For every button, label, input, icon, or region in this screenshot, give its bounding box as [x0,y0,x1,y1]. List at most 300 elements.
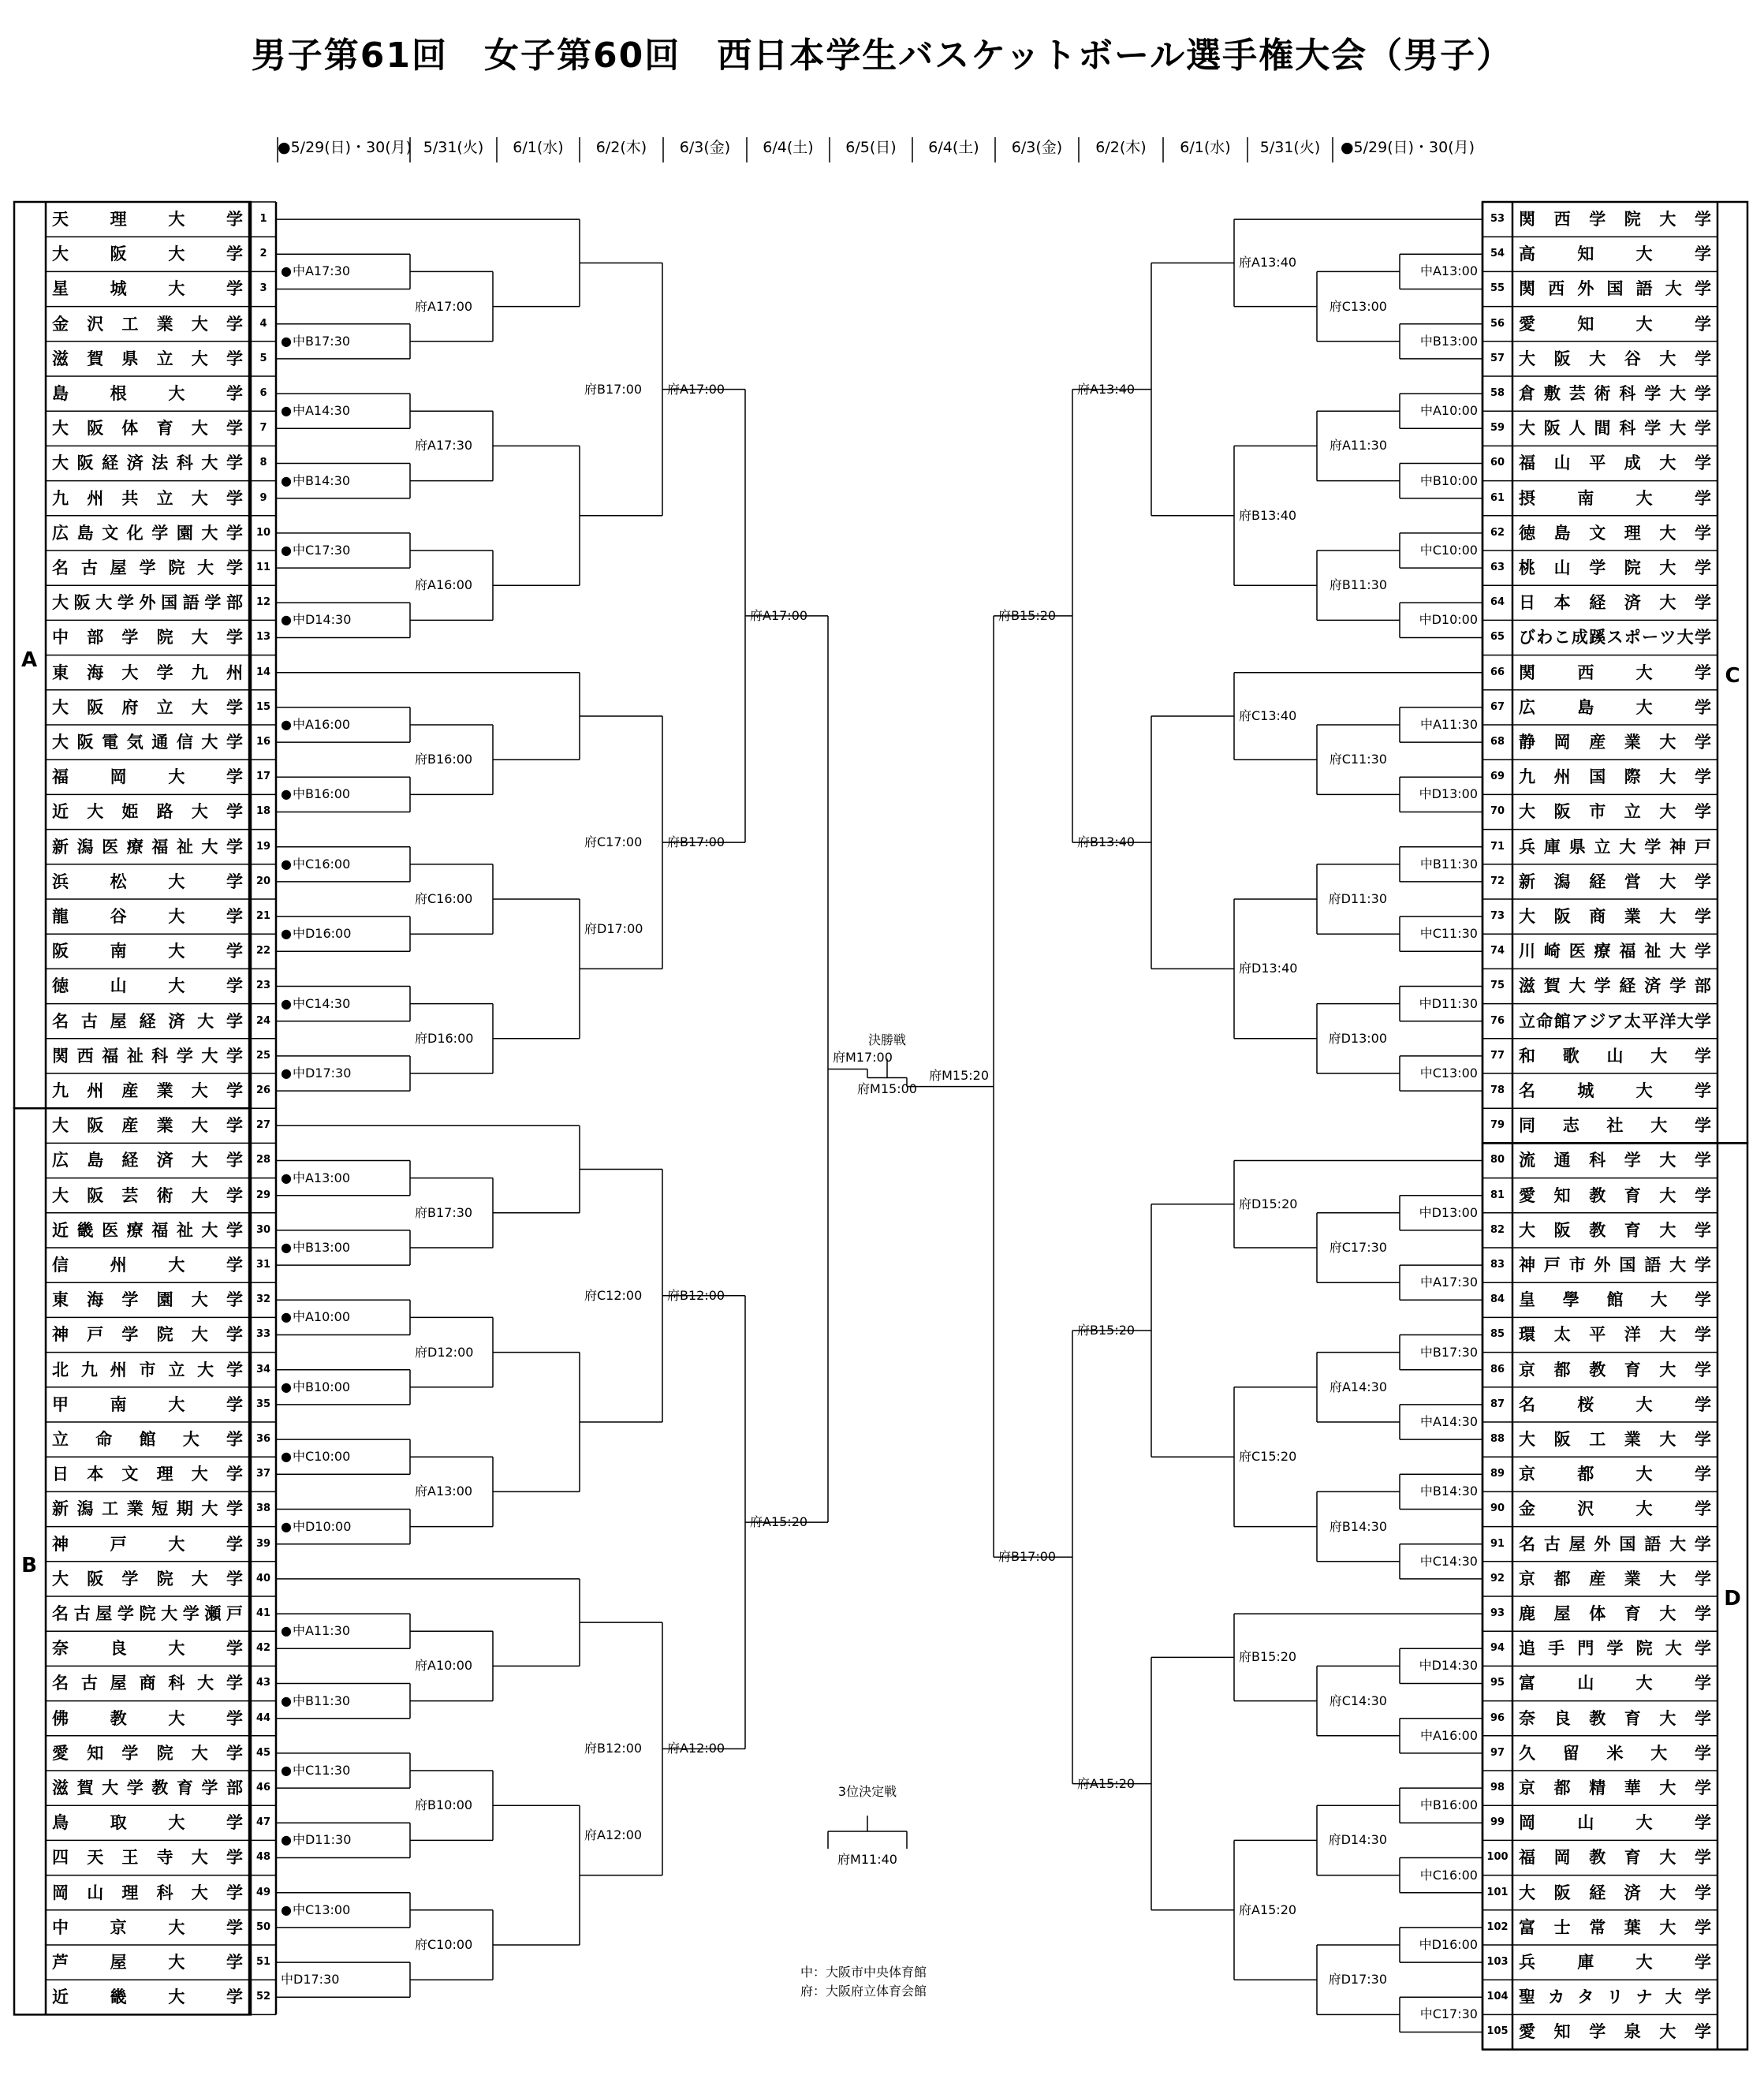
match-label: 府B17:00 [998,1549,1057,1565]
team-name: 大 阪 芸 術 大 学 [52,1185,243,1205]
match-label: 府A16:00 [415,577,473,593]
match-label: 府A14:30 [1329,1379,1387,1394]
team-name: 関 西 外 国 語 大 学 [1519,279,1711,299]
team-name: 愛 知 学 院 大 学 [52,1743,243,1763]
team-number: 93 [1490,1607,1505,1619]
team-number: 39 [255,1537,271,1550]
team-name: 島 根 大 学 [52,384,243,403]
team-name: 四 天 王 寺 大 学 [52,1848,243,1868]
team-number: 75 [1490,980,1505,992]
team-name: 高 知 大 学 [1519,244,1711,264]
match-label: 府A12:00 [667,1741,725,1756]
match-label: ● 中D17:30 [281,1066,351,1081]
team-name: 大 阪 経 済 法 科 大 学 [52,453,243,473]
match-label: 府A17:00 [667,381,725,397]
match-label: 中C11:30 [1419,926,1478,942]
team-number: 68 [1490,736,1505,748]
team-name: 大 阪 大 学 外 国 語 学 部 [52,593,243,613]
team-number: 89 [1490,1468,1505,1480]
team-number: 41 [255,1607,271,1619]
team-number: 21 [255,910,271,922]
team-number: 34 [255,1363,271,1375]
team-name: 立 命 館 大 学 [52,1430,243,1449]
match-label: 中D11:30 [1419,995,1478,1011]
match-label: 中B14:30 [1419,1484,1478,1499]
page-title: 男子第61回 女子第60回 西日本学生バスケットボール選手権大会（男子） [251,35,1513,76]
block-label: C [1725,664,1740,688]
team-name: 摂 南 大 学 [1519,488,1711,508]
team-number: 80 [1490,1154,1505,1166]
team-number: 101 [1486,1886,1509,1898]
match-label: 中D13:00 [1419,1204,1478,1220]
match-label: ● 中C10:00 [281,1449,350,1465]
match-label: ● 中A13:00 [281,1170,350,1186]
team-name: 東 海 大 学 九 州 [52,663,243,682]
team-number: 48 [255,1851,271,1864]
match-label: 中D17:30 [281,1972,340,1988]
team-name: 星 城 大 学 [52,279,243,299]
team-number: 49 [255,1886,271,1898]
match-label: 府B16:00 [415,752,473,767]
team-number: 67 [1490,700,1505,713]
team-name: 大 阪 工 業 大 学 [1519,1430,1711,1449]
match-label: 府B11:30 [1329,577,1387,593]
team-number: 58 [1490,387,1505,399]
match-label: 府B15:20 [1239,1649,1297,1665]
team-number: 86 [1490,1363,1505,1375]
match-label: 中A13:00 [1419,263,1478,279]
team-number: 65 [1490,631,1505,644]
team-number: 91 [1490,1537,1505,1550]
match-label: 府B15:20 [1077,1322,1136,1338]
team-number: 38 [255,1502,271,1515]
team-number: 96 [1490,1711,1505,1724]
team-name: 徳 山 大 学 [52,976,243,996]
team-number: 44 [255,1711,271,1724]
venue-note: 中：大阪市中央体育館 [800,1965,927,1980]
match-label: 中D10:00 [1419,612,1478,628]
match-label: 府A11:30 [1329,438,1387,453]
date-label: 6/1(水) [1180,139,1231,156]
team-name: 追 手 門 学 院 大 学 [1519,1639,1711,1659]
team-name: 岡 山 理 科 大 学 [52,1883,243,1902]
team-name: 新 潟 工 業 短 期 大 学 [52,1499,243,1519]
match-label: 府A12:00 [584,1827,643,1843]
team-name: 関 西 大 学 [1519,663,1711,682]
match-label: 中A10:00 [1419,403,1478,419]
team-name: 広 島 文 化 学 園 大 学 [52,523,243,543]
date-label: 6/2(木) [595,139,647,156]
team-name: 皇 學 館 大 学 [1519,1290,1711,1310]
team-number: 46 [255,1782,271,1793]
team-name: 大 阪 体 育 大 学 [52,419,243,439]
team-number: 100 [1486,1851,1509,1864]
match-label: 府A13:40 [1077,381,1136,397]
match-label: 府B13:40 [1239,507,1297,523]
team-name: 九 州 共 立 大 学 [52,488,243,508]
match-label: 府B17:00 [667,834,725,850]
team-name: 大 阪 府 立 大 学 [52,697,243,717]
team-name: 静 岡 産 業 大 学 [1519,733,1711,752]
match-label: ● 中D14:30 [281,612,351,628]
team-number: 52 [255,1991,271,2003]
team-number: 72 [1490,875,1505,887]
team-name: 奈 良 教 育 大 学 [1519,1708,1711,1728]
team-name: 金 沢 大 学 [1519,1499,1711,1519]
team-number: 83 [1490,1259,1505,1271]
match-label: 府C17:30 [1329,1240,1387,1255]
team-name: 神 戸 大 学 [52,1534,243,1554]
match-label: 中A17:30 [1419,1275,1478,1290]
team-number: 14 [255,666,271,678]
block-label: B [21,1554,37,1577]
team-name: 富 山 大 学 [1519,1674,1711,1693]
team-name: 京 都 精 華 大 学 [1519,1779,1711,1797]
match-label: ● 中C14:30 [281,996,350,1012]
team-name: 金 沢 工 業 大 学 [52,314,243,334]
match-label: 府C16:00 [415,891,473,906]
match-label: 府B12:00 [667,1287,725,1303]
team-name: 日 本 文 理 大 学 [52,1465,243,1484]
team-name: 広 島 大 学 [1519,697,1711,717]
match-label: 府C13:00 [1329,298,1387,314]
team-name: 甲 南 大 学 [52,1394,243,1414]
match-label: 府B10:00 [415,1797,473,1813]
team-number: 53 [1490,213,1505,225]
team-number: 11 [255,562,271,573]
team-name: 北 九 州 市 立 大 学 [52,1360,243,1379]
team-name: 大 阪 大 学 [52,244,243,264]
match-label: 府B14:30 [1329,1518,1387,1534]
team-number: 61 [1490,491,1505,504]
team-number: 66 [1490,666,1505,678]
match-label: ● 中C11:30 [281,1763,350,1779]
team-name: 富 士 常 葉 大 学 [1519,1917,1711,1937]
team-number: 50 [255,1920,271,1933]
team-number: 82 [1490,1223,1505,1236]
team-number: 59 [1490,422,1505,435]
team-name: 大 阪 産 業 大 学 [52,1116,243,1136]
team-number: 25 [255,1049,271,1062]
block-label: D [1724,1587,1741,1611]
match-label: 府C15:20 [1239,1449,1297,1465]
team-number: 37 [255,1468,271,1480]
team-number: 10 [255,526,271,539]
team-number: 55 [1490,282,1505,295]
team-number: 12 [255,596,271,609]
team-number: 105 [1486,2025,1509,2038]
team-name: 龍 谷 大 学 [52,907,243,926]
date-label: 6/4(土) [928,139,979,156]
match-label: 府B17:30 [415,1204,473,1220]
match-label: 中A11:30 [1419,717,1478,732]
match-label: 中C16:00 [1419,1867,1478,1883]
date-label: ●5/29(日)・30(月) [278,139,412,156]
team-number: 71 [1490,840,1505,853]
team-number: 79 [1490,1119,1505,1132]
match-label: 府A15:20 [750,1514,808,1530]
match-label: 中B13:00 [1419,333,1478,349]
team-name: 滋 賀 県 立 大 学 [52,349,243,368]
team-name: 大 阪 大 谷 大 学 [1519,349,1711,368]
team-number: 40 [255,1572,271,1584]
team-name: 桃 山 学 院 大 学 [1519,558,1711,577]
team-number: 88 [1490,1433,1505,1445]
team-name: 久 留 米 大 学 [1519,1743,1711,1763]
team-name: 大 阪 学 院 大 学 [52,1569,243,1588]
team-name: 京 都 産 業 大 学 [1519,1569,1711,1588]
team-number: 27 [255,1119,271,1132]
team-name: 大 阪 商 業 大 学 [1519,907,1711,926]
team-number: 54 [1490,248,1505,260]
team-name: 名 古 屋 学 院 大 学 瀬 戸 [52,1604,243,1623]
team-name: 東 海 学 園 大 学 [52,1290,243,1310]
team-name: 滋 賀 大 学 教 育 学 部 [52,1779,243,1797]
team-number: 19 [255,840,271,853]
team-name: 新 潟 医 療 福 祉 大 学 [52,837,243,857]
team-name: 愛 知 大 学 [1519,314,1711,334]
match-label: ● 中B17:30 [281,334,350,349]
team-number: 13 [255,631,271,644]
team-number: 16 [255,736,271,748]
team-name: 大 阪 経 済 大 学 [1519,1883,1711,1902]
team-number: 95 [1490,1677,1505,1689]
team-number: 102 [1486,1920,1509,1933]
team-number: 81 [1490,1189,1505,1201]
final-time: 府M15:00 [857,1081,917,1096]
match-label: 府B17:00 [584,381,643,397]
team-number: 17 [255,771,271,783]
team-name: 和 歌 山 大 学 [1519,1046,1711,1066]
team-number: 35 [255,1398,271,1410]
venue-note: 府：大阪府立体育会館 [800,1984,927,1999]
team-name: 近 畿 医 療 福 祉 大 学 [52,1220,243,1240]
match-label: 中B16:00 [1419,1797,1478,1813]
match-label: 府D17:30 [1328,1972,1387,1988]
match-label: 府A17:00 [415,298,473,314]
team-name: 鳥 取 大 学 [52,1813,243,1833]
match-label: 府A13:00 [415,1484,473,1499]
team-name: 中 京 大 学 [52,1917,243,1937]
match-label: ● 中D16:00 [281,926,351,942]
final-title: 決勝戦 [867,1032,906,1047]
team-number: 73 [1490,910,1505,922]
team-name: 兵 庫 大 学 [1519,1953,1711,1972]
team-number: 1 [259,213,267,225]
match-label: 府D16:00 [415,1030,474,1046]
team-name: 信 州 大 学 [52,1256,243,1275]
match-label: 府D13:40 [1239,961,1298,976]
team-name: 近 大 姫 路 大 学 [52,802,243,822]
date-label: 6/4(土) [763,139,814,156]
match-label: ● 中D10:00 [281,1519,351,1535]
team-number: 90 [1490,1502,1505,1515]
team-number: 69 [1490,771,1505,783]
date-label: 6/2(木) [1095,139,1147,156]
date-label: 6/5(日) [845,139,897,156]
team-name: 神 戸 市 外 国 語 大 学 [1519,1256,1711,1275]
team-name: 愛 知 学 泉 大 学 [1519,2022,1711,2042]
team-number: 43 [255,1677,271,1689]
team-number: 42 [255,1642,271,1655]
team-number: 85 [1490,1328,1505,1341]
team-name: 京 都 大 学 [1519,1465,1711,1484]
match-label: ● 中A16:00 [281,717,350,733]
team-number: 32 [255,1293,271,1306]
team-name: 鹿 屋 体 育 大 学 [1519,1604,1711,1623]
team-number: 78 [1490,1084,1505,1096]
match-label: ● 中B11:30 [281,1693,350,1709]
team-name: び わ こ 成 蹊 ス ポ ー ツ 大 学 [1519,628,1711,648]
date-label: 5/31(火) [423,139,484,156]
team-number: 3 [259,282,267,295]
match-label: ● 中A10:00 [281,1309,350,1325]
match-label: ● 中B13:00 [281,1240,350,1256]
team-name: 天 理 大 学 [52,210,243,229]
team-name: 徳 島 文 理 大 学 [1519,523,1711,543]
team-number: 60 [1490,457,1505,469]
team-name: 関 西 学 院 大 学 [1519,210,1711,229]
third-title: 3位決定戦 [837,1784,897,1799]
team-number: 30 [255,1223,271,1236]
team-number: 9 [259,491,267,504]
team-name: 大 阪 教 育 大 学 [1519,1220,1711,1240]
team-name: 大 阪 電 気 通 信 大 学 [52,733,243,752]
match-label: 府B15:20 [998,607,1057,623]
team-name: 大 阪 市 立 大 学 [1519,802,1711,822]
match-label: ● 中A14:30 [281,403,350,419]
team-number: 103 [1486,1956,1509,1968]
team-name: 中 部 学 院 大 学 [52,628,243,648]
team-number: 18 [255,805,271,818]
match-label: 府C10:00 [415,1937,473,1952]
match-label: 中D16:00 [1419,1937,1478,1952]
match-label: 中A14:30 [1419,1414,1478,1429]
team-number: 51 [255,1956,271,1968]
match-label: 中D14:30 [1419,1658,1478,1674]
match-label: 府A15:20 [1077,1775,1136,1791]
team-number: 24 [255,1014,271,1027]
match-label: 府B13:40 [1077,834,1136,850]
team-name: 流 通 科 学 大 学 [1519,1151,1711,1170]
match-label: 府A17:30 [415,438,473,453]
team-number: 92 [1490,1572,1505,1584]
team-name: 名 古 屋 外 国 語 大 学 [1519,1534,1711,1554]
block-label: A [21,648,38,672]
match-label: 府C11:30 [1329,752,1387,767]
match-label: 府A13:40 [1239,255,1297,271]
match-label: ● 中A17:30 [281,263,350,279]
team-name: 奈 良 大 学 [52,1639,243,1659]
team-name: 福 山 平 成 大 学 [1519,453,1711,473]
team-number: 8 [259,457,267,469]
team-number: 70 [1490,805,1505,818]
team-name: 名 桜 大 学 [1519,1394,1711,1414]
team-name: 浜 松 大 学 [52,872,243,891]
team-number: 6 [259,387,267,399]
date-label: 6/3(金) [679,139,731,156]
team-number: 94 [1490,1642,1505,1655]
team-number: 104 [1486,1991,1509,2003]
team-number: 31 [255,1259,271,1271]
match-label: 府C12:00 [584,1287,643,1303]
match-label: 中A16:00 [1419,1727,1478,1743]
match-label: 中C13:00 [1419,1066,1478,1081]
team-number: 45 [255,1746,271,1759]
team-number: 63 [1490,562,1505,573]
date-label: ●5/29(日)・30(月) [1340,139,1475,156]
match-label: 府C14:30 [1329,1693,1387,1708]
team-number: 77 [1490,1049,1505,1062]
match-label: 中B10:00 [1419,472,1478,488]
team-name: 聖 カ タ リ ナ 大 学 [1519,1988,1711,2007]
team-number: 47 [255,1816,271,1829]
match-label: ● 中C17:30 [281,543,350,558]
team-name: 川 崎 医 療 福 祉 大 学 [1519,942,1711,961]
team-number: 76 [1490,1014,1505,1027]
team-number: 87 [1490,1398,1505,1410]
team-number: 84 [1490,1293,1505,1306]
team-name: 名 古 屋 学 院 大 学 [52,558,243,577]
match-label: 府D15:20 [1239,1196,1298,1211]
team-number: 64 [1490,596,1505,609]
match-label: 府M15:20 [929,1067,989,1083]
team-name: 環 太 平 洋 大 学 [1519,1325,1711,1345]
team-name: 同 志 社 大 学 [1519,1116,1711,1136]
team-name: 新 潟 経 営 大 学 [1519,872,1711,891]
team-number: 26 [255,1084,271,1096]
date-label: 6/3(金) [1011,139,1063,156]
team-name: 岡 山 大 学 [1519,1813,1711,1833]
team-name: 福 岡 教 育 大 学 [1519,1848,1711,1868]
match-label: 中C10:00 [1419,543,1478,558]
match-label: 府D17:00 [584,921,643,937]
date-label: 6/1(水) [513,139,564,156]
team-name: 芦 屋 大 学 [52,1953,243,1972]
team-number: 36 [255,1433,271,1445]
team-name: 九 州 産 業 大 学 [52,1081,243,1100]
team-name: 名 古 屋 商 科 大 学 [52,1674,243,1693]
match-label: 府A10:00 [415,1658,473,1674]
team-number: 23 [255,980,271,992]
team-number: 22 [255,945,271,957]
team-name: 倉 敷 芸 術 科 学 大 学 [1519,384,1711,403]
team-number: 56 [1490,317,1505,330]
third-time: 府M11:40 [837,1852,897,1867]
date-label: 5/31(火) [1259,139,1321,156]
match-label: 府M17:00 [833,1050,893,1066]
team-name: 名 古 屋 経 済 大 学 [52,1011,243,1031]
team-name: 神 戸 学 院 大 学 [52,1325,243,1345]
team-name: 京 都 教 育 大 学 [1519,1360,1711,1379]
team-number: 99 [1490,1816,1505,1829]
team-name: 名 城 大 学 [1519,1081,1711,1100]
team-name: 広 島 経 済 大 学 [52,1151,243,1170]
match-label: ● 中B16:00 [281,786,350,802]
match-label: 府C17:00 [584,834,643,850]
team-name: 佛 教 大 学 [52,1708,243,1728]
team-name: 日 本 経 済 大 学 [1519,593,1711,613]
team-name: 阪 南 大 学 [52,942,243,961]
match-label: ● 中C16:00 [281,857,350,872]
match-label: ● 中B14:30 [281,473,350,489]
team-number: 28 [255,1154,271,1166]
team-name: 滋 賀 大 学 経 済 学 部 [1519,976,1711,996]
team-number: 33 [255,1328,271,1341]
match-label: 中C17:30 [1419,2006,1478,2022]
match-label: 府D14:30 [1328,1832,1387,1848]
match-label: ● 中D11:30 [281,1832,351,1848]
